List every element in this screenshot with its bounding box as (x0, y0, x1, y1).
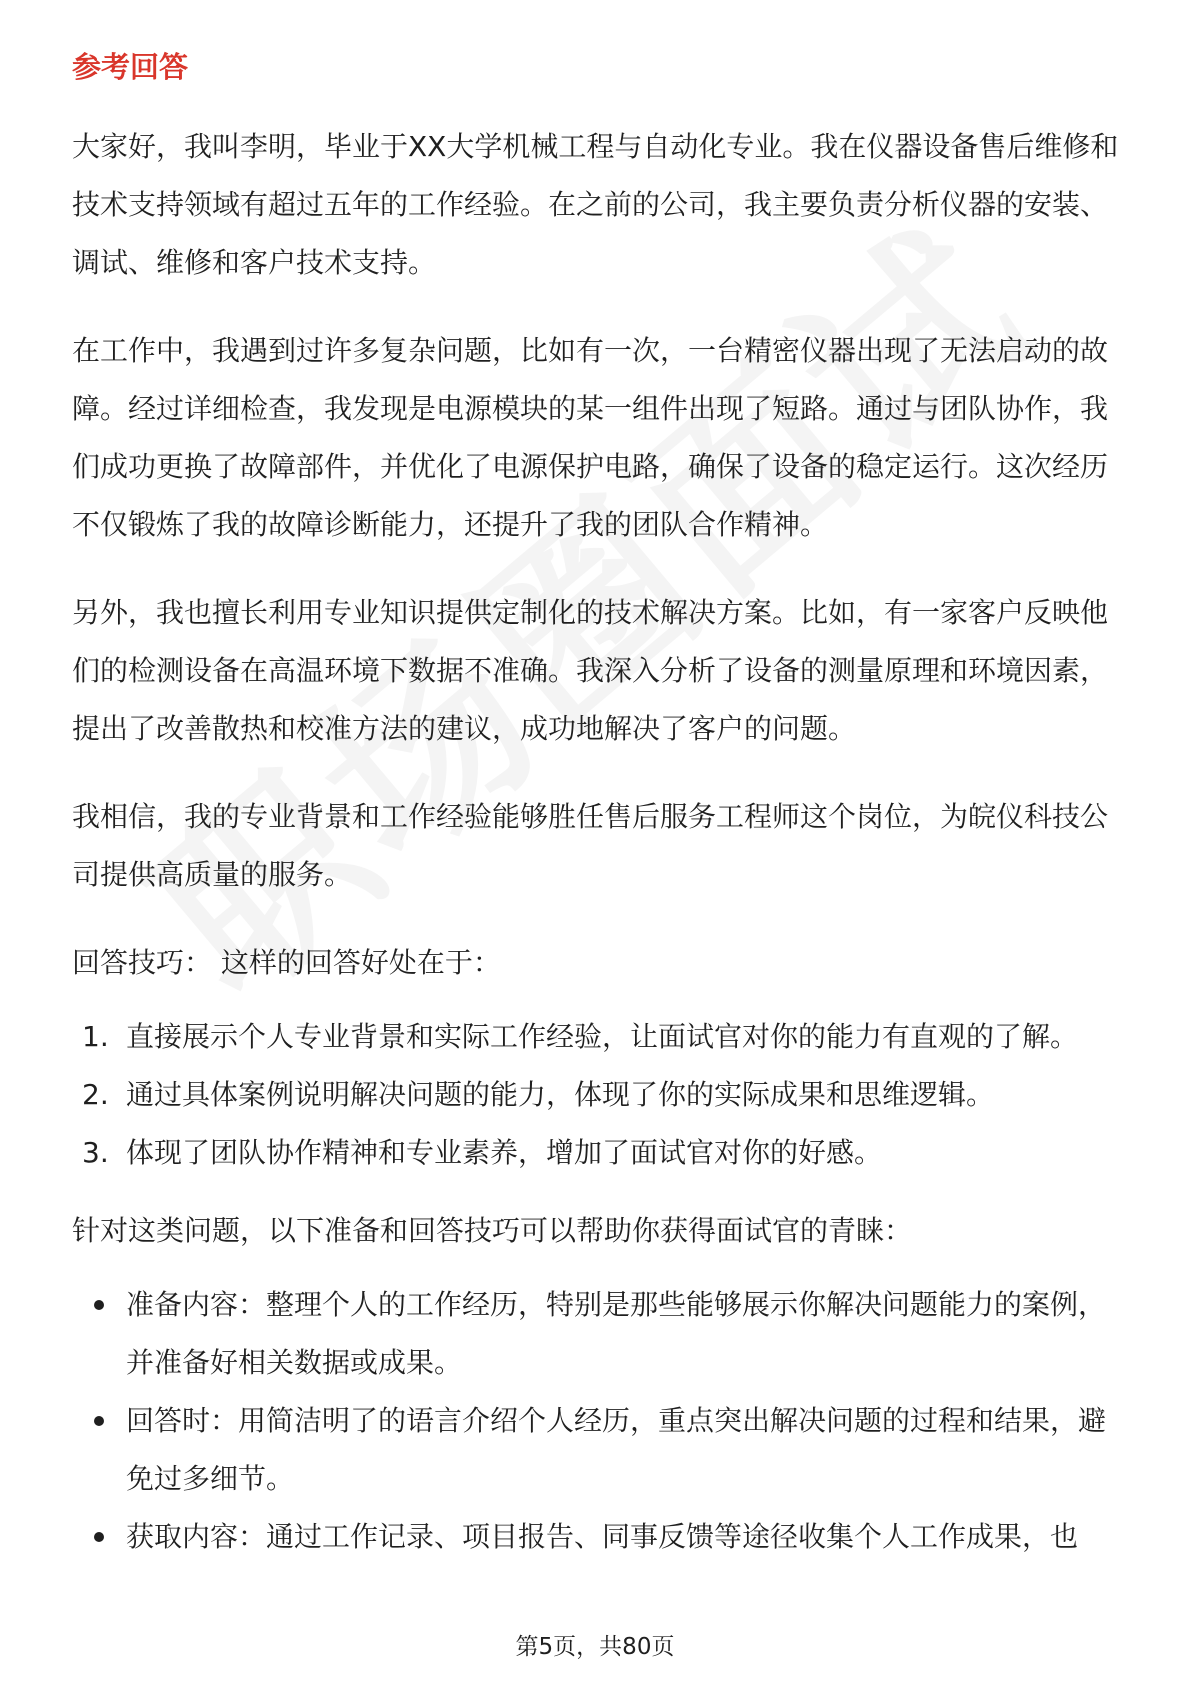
paragraph-experience: 在工作中，我遇到过许多复杂问题，比如有一次，一台精密仪器出现了无法启动的故障。经过详细检查，我发现是电源模块的某一组件出现了短路。通过与团队协作，我们成功更换了故障部件，并优化了电源保护电路，确保了设备的稳定运行。这次经历不仅锻炼了我的故障诊断能力，还提升了我的团队合作精神。 (72, 334, 1109, 541)
advice-list (72, 1276, 1132, 1566)
list-number: 2. (82, 1078, 109, 1111)
list-item-text: 通过具体案例说明解决问题的能力，体现了你的实际成果和思维逻辑。 (126, 1078, 995, 1111)
tips-list (72, 1008, 1132, 1182)
tips-list-item (72, 1066, 1132, 1124)
list-item-text: 直接展示个人专业背景和实际工作经验，让面试官对你的能力有直观的了解。 (126, 1020, 1079, 1053)
answer-content (72, 118, 1132, 1586)
list-item-text: 体现了团队协作精神和专业素养，增加了面试官对你的好感。 (126, 1136, 883, 1169)
list-number: 1. (82, 1020, 109, 1053)
advice-intro: 针对这类问题，以下准备和回答技巧可以帮助你获得面试官的青睐： (72, 1214, 913, 1247)
advice-list-item (72, 1508, 1132, 1566)
paragraph-conclusion: 我相信，我的专业背景和工作经验能够胜任售后服务工程师这个岗位，为皖仪科技公司提供高质量的服务。 (72, 800, 1109, 891)
tips-list-item (72, 1124, 1132, 1182)
tips-intro: 回答技巧： 这样的回答好处在于： (72, 946, 501, 979)
bullet-icon (94, 1300, 104, 1310)
page-footer: 第5页，共80页 (515, 1634, 675, 1660)
advice-list-item (72, 1276, 1132, 1392)
list-number: 3. (82, 1136, 109, 1169)
advice-list-item (72, 1392, 1132, 1508)
list-item-text: 回答时：用简洁明了的语言介绍个人经历，重点突出解决问题的过程和结果，避免过多细节。 (126, 1404, 1107, 1495)
list-item-text: 准备内容：整理个人的工作经历，特别是那些能够展示你解决问题能力的案例，并准备好相关数据或成果。 (126, 1288, 1107, 1379)
list-item-text: 获取内容：通过工作记录、项目报告、同事反馈等途径收集个人工作成果，也 (126, 1520, 1079, 1553)
section-title: 参考回答 (72, 50, 189, 84)
bullet-icon (94, 1416, 104, 1426)
bullet-icon (94, 1532, 104, 1542)
paragraph-solutions: 另外，我也擅长利用专业知识提供定制化的技术解决方案。比如，有一家客户反映他们的检测设备在高温环境下数据不准确。我深入分析了设备的测量原理和环境因素，提出了改善散热和校准方法的建议，成功地解决了客户的问题。 (72, 596, 1109, 745)
paragraph-intro: 大家好，我叫李明，毕业于XX大学机械工程与自动化专业。我在仪器设备售后维修和技术支持领域有超过五年的工作经验。在之前的公司，我主要负责分析仪器的安装、调试、维修和客户技术支持。 (72, 130, 1119, 279)
tips-list-item (72, 1008, 1132, 1066)
